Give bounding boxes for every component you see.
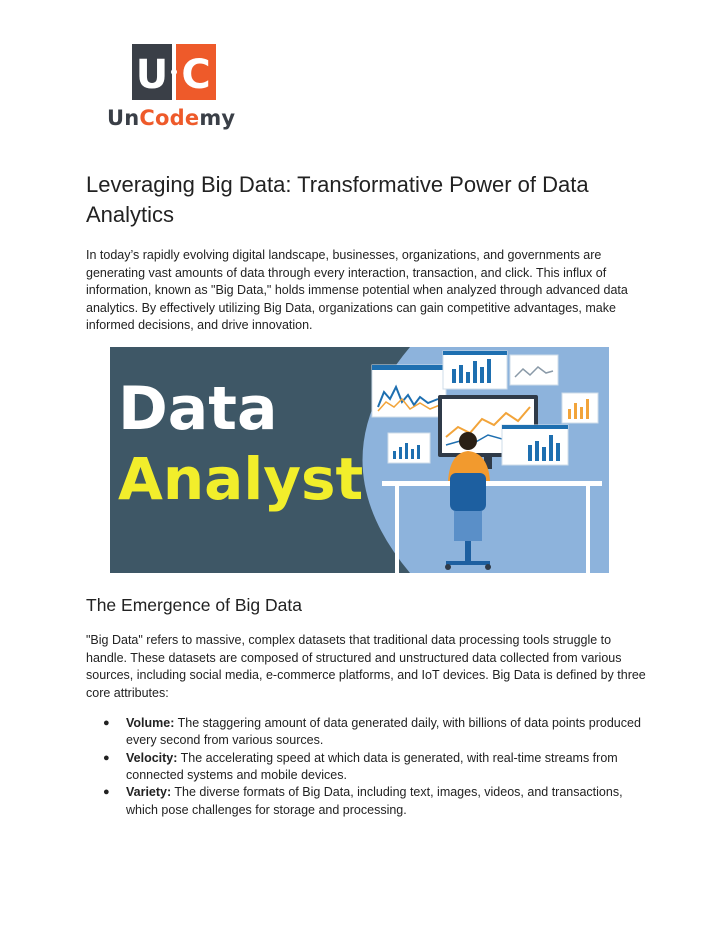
list-item — [86, 750, 646, 784]
bullet-icon: ● — [103, 786, 110, 799]
logo-letter-c: C — [181, 52, 211, 98]
logo-wordmark — [107, 106, 247, 130]
logo-letter-u: U — [135, 52, 169, 98]
bullet-term: Variety: — [126, 785, 172, 800]
bullet-icon: ● — [103, 717, 110, 729]
logo-dot — [171, 69, 177, 75]
section-heading: The Emergence of Big Data — [86, 595, 302, 615]
bullet-term: Volume: — [126, 716, 175, 730]
article-title: Leveraging Big Data: Transformative Power of Data Analytics — [86, 172, 589, 227]
dashboard-card — [372, 365, 446, 417]
dashboard-card — [443, 351, 507, 389]
dashboard-card — [388, 433, 430, 463]
bullet-text: The staggering amount of data generated daily, with billions of data points produced every second from various sources. — [126, 716, 641, 748]
desk-leg — [586, 486, 590, 573]
bullet-term: Velocity: — [126, 750, 178, 765]
bullet-text: The accelerating speed at which data is generated, with real-time streams from connected systems and mobile devices. — [126, 750, 618, 782]
bullet-text: The diverse formats of Big Data, including text, images, videos, and transactions, which pose challenges for storage and processing. — [126, 785, 623, 817]
wordmark-part: Code — [139, 106, 200, 130]
list-item — [86, 715, 646, 749]
uncodemy-logo — [107, 44, 247, 134]
hero-text-analyst: Analyst — [118, 445, 364, 513]
hero-text-data: Data — [118, 374, 278, 444]
section-paragraph: "Big Data" refers to massive, complex datasets that traditional data processing tools struggle to handle. These datasets are composed of structured and unstructured data collected from various sources, including social media, e-commerce platforms, and IoT devices. Big Data is defined by three core attributes: — [86, 633, 646, 700]
data-analyst-hero-image — [110, 347, 609, 573]
intro-paragraph: In today’s rapidly evolving digital landscape, businesses, organizations, and governments are generating vast amounts of data through every interaction, transaction, and click. This influx of information, known as "Big Data," holds immense potential when analyzed through advanced data analytics. By effectively utilizing Big Data, organizations can gain competitive advantages, make informed decisions, and drive innovation. — [86, 248, 628, 332]
logo-mark — [132, 44, 216, 100]
desk-leg — [395, 486, 399, 573]
list-item — [86, 784, 646, 818]
attributes-list — [86, 715, 646, 819]
bullet-icon: ● — [103, 751, 110, 764]
dashboard-card — [502, 425, 568, 465]
desk-top — [382, 481, 602, 486]
wordmark-part: Un — [107, 106, 140, 130]
dashboard-card — [562, 393, 598, 423]
dashboard-card — [510, 355, 558, 385]
wordmark-part: my — [199, 106, 236, 130]
